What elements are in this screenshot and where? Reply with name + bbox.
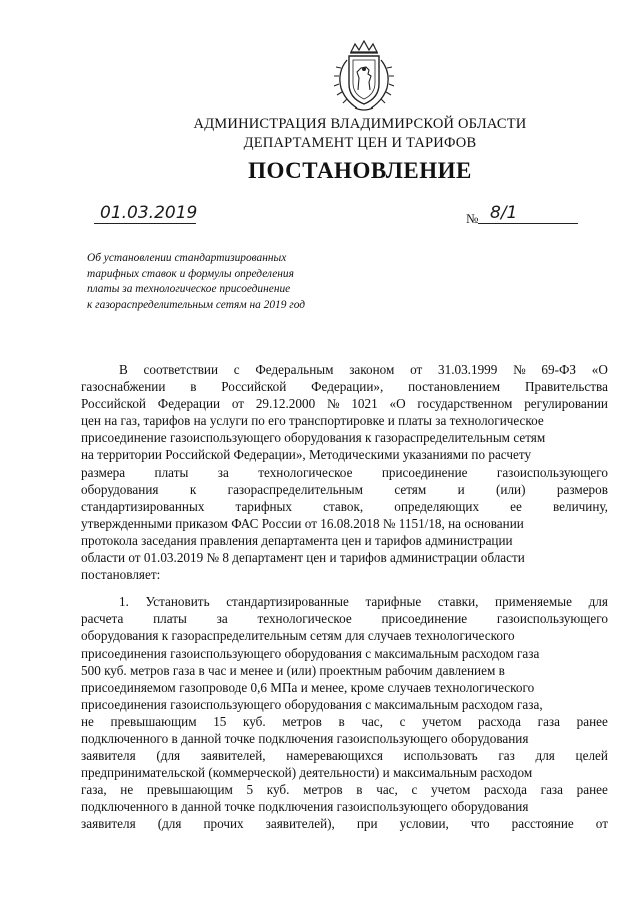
word: ее: [510, 498, 522, 514]
word: намеревающихся: [286, 748, 383, 764]
org-name-line2: ДЕПАРТАМЕНТ ЦЕН И ТАРИФОВ: [243, 135, 477, 151]
text-line: [81, 645, 608, 662]
word: в: [338, 713, 345, 729]
word: постановлением: [408, 379, 501, 395]
word: Российской: [221, 379, 287, 395]
word: расчета: [81, 611, 124, 627]
text-line: [81, 549, 608, 566]
word: за: [217, 464, 229, 480]
subject-line: к газораспределительным сетям на 2019 год: [87, 298, 306, 311]
word: газ: [498, 748, 515, 764]
word: в: [356, 782, 363, 798]
word: газа,: [81, 782, 107, 798]
text-line: [81, 696, 608, 713]
org-name-line1: АДМИНИСТРАЦИЯ ВЛАДИМИРСКОЙ ОБЛАСТИ: [193, 116, 527, 132]
word: учетом: [431, 782, 471, 798]
word: от: [410, 362, 423, 377]
word: заявителя: [81, 816, 136, 832]
word: ставок,: [323, 498, 364, 514]
text-line: [81, 498, 608, 515]
word: 5: [246, 782, 254, 798]
word: не: [120, 782, 134, 798]
word: с: [233, 362, 240, 377]
word: что: [470, 816, 490, 832]
text-line: [81, 395, 608, 412]
word: Установить: [145, 594, 210, 610]
word: газоиспользующего: [496, 611, 608, 627]
word: В: [119, 362, 128, 377]
word: (или): [496, 481, 526, 497]
paragraph-gap: [81, 583, 608, 593]
word: определяющих: [394, 498, 480, 514]
word: «О: [591, 362, 608, 377]
word: расхода: [478, 713, 522, 729]
word: при: [356, 816, 378, 832]
word: заявителей,: [200, 748, 266, 764]
word: ранее: [576, 713, 608, 729]
word: за: [216, 611, 228, 627]
word: не: [81, 713, 94, 729]
word: расхода: [484, 782, 528, 798]
word: 69-ФЗ: [541, 362, 577, 377]
word: газоснабжении: [81, 379, 166, 395]
word: цен на газ, тарифов на услуги по его транспортировке и платы за технологическое: [81, 413, 544, 429]
text-line: [81, 378, 608, 395]
word: платы: [153, 611, 187, 627]
text-line: [81, 747, 608, 764]
text-line: [81, 798, 608, 815]
subject-line: тарифных ставок и формулы определения: [87, 267, 294, 280]
word: (для: [157, 816, 182, 832]
number-underline: [478, 223, 578, 224]
word: для: [588, 594, 608, 610]
word: (для: [156, 748, 181, 764]
word: куб.: [266, 782, 290, 798]
subject-line: платы за технологическое присоединение: [87, 283, 291, 296]
word: газоиспользующего: [496, 464, 608, 480]
document-body: [81, 361, 608, 833]
word: Правительства: [524, 379, 608, 395]
word: газа: [540, 782, 563, 798]
document-date: 01.03.2019: [100, 203, 198, 223]
text-line: [81, 781, 608, 798]
number-sign: №: [466, 211, 479, 226]
word: для: [535, 748, 555, 764]
text-line: [81, 730, 608, 747]
word: в: [190, 379, 197, 395]
word: размеров: [556, 481, 608, 497]
word: сетям: [394, 481, 427, 497]
word: Федерации: [157, 396, 221, 412]
text-line: [81, 627, 608, 644]
subject-line: Об установлении стандартизированных: [87, 252, 287, 264]
text-line: [81, 429, 608, 446]
word: стандартизированные: [226, 594, 349, 610]
text-line: [81, 610, 608, 627]
text-line: [81, 481, 608, 498]
word: №: [326, 396, 340, 412]
word: Федерации»,: [311, 379, 384, 395]
word: 15: [213, 713, 227, 729]
text-line: [81, 815, 608, 832]
text-line: [81, 713, 608, 730]
word: использовать: [403, 748, 478, 764]
word: подключенного в данной точке подключения газоиспользующего оборудования: [81, 730, 529, 746]
word: области от 01.03.2019 № 8 департамент цен и тарифов администрации области: [81, 550, 525, 566]
word: от: [595, 816, 608, 832]
word: присоединяемом газопроводе 0,6 МПа и менее, кроме случаев технологического: [81, 679, 535, 695]
text-line: [81, 464, 608, 481]
word: Российской: [81, 396, 146, 412]
item-1-paragraph: [81, 593, 608, 832]
word: утвержденными приказом ФАС России от 16.08.2018 № 1151/18, на основании: [81, 515, 524, 531]
word: прочих: [203, 816, 244, 832]
word: присоединение газоиспользующего оборудования к газораспределительным сетям: [81, 430, 546, 446]
date-underline: [94, 223, 196, 224]
word: технологическое: [258, 464, 353, 480]
word: постановляет:: [81, 567, 161, 583]
text-line: [81, 532, 608, 549]
word: куб.: [243, 713, 266, 729]
preamble-paragraph: [81, 361, 608, 583]
word: от: [231, 396, 245, 412]
word: превышающим: [110, 713, 197, 729]
word: присоединение: [381, 611, 468, 627]
word: соответствии: [143, 362, 219, 377]
word: тарифных: [235, 498, 293, 514]
word: присоединения газоиспользующего оборудования с максимальным расходом газа,: [81, 696, 543, 712]
text-line: [81, 412, 608, 429]
word: 1.: [119, 594, 129, 610]
word: 29.12.2000: [255, 396, 316, 412]
word: «О: [389, 396, 406, 412]
word: к: [189, 481, 197, 497]
document-number: 8/1: [490, 203, 518, 223]
word: час,: [376, 782, 398, 798]
word: платы: [154, 464, 189, 480]
word: на территории Российской Федерации», Методическими указаниями по расчету: [81, 447, 532, 463]
word: с: [411, 782, 418, 798]
word: и: [457, 481, 465, 497]
document-subject: [87, 251, 407, 313]
word: Федеральным: [255, 362, 334, 377]
document-title: ПОСТАНОВЛЕНИЕ: [248, 158, 472, 183]
word: тарифные: [365, 594, 422, 610]
word: применяемые: [495, 594, 572, 610]
word: оборудования: [81, 481, 159, 497]
word: заявителей),: [265, 816, 335, 832]
word: с: [399, 713, 406, 729]
text-line: [81, 515, 608, 532]
word: превышающим: [146, 782, 233, 798]
word: условии,: [399, 816, 449, 832]
word: государственном: [417, 396, 513, 412]
word: протокола заседания правления департамента цен и тарифов администрации: [81, 532, 513, 548]
word: 1021: [351, 396, 378, 412]
word: метров: [303, 782, 343, 798]
word: №: [513, 362, 526, 377]
word: присоединение: [381, 464, 468, 480]
word: газа: [537, 713, 560, 729]
coat-of-arms-icon: [333, 38, 395, 114]
word: подключенного в данной точке подключения газоиспользующего оборудования: [81, 799, 529, 815]
word: учетом: [422, 713, 462, 729]
word: 31.03.1999: [438, 362, 498, 377]
word: стандартизированных: [81, 498, 205, 514]
word: величину,: [552, 498, 608, 514]
word: законом: [349, 362, 395, 377]
word: регулировании: [524, 396, 608, 412]
word: ранее: [576, 782, 608, 798]
word: метров: [282, 713, 322, 729]
word: газораспределительным: [227, 481, 363, 497]
word: технологическое: [257, 611, 352, 627]
text-line: [81, 764, 608, 781]
word: расстояние: [511, 816, 574, 832]
text-line: [81, 593, 608, 610]
word: ставки,: [437, 594, 479, 610]
word: 500 куб. метров газа в час и менее и (или) проектным рабочим давлением в: [81, 662, 505, 678]
text-line: [81, 662, 608, 679]
text-line: [81, 361, 608, 378]
text-line: [81, 679, 608, 696]
word: оборудования к газораспределительным сетям для случаев технологического: [81, 628, 515, 644]
text-line: [81, 446, 608, 463]
word: размера: [81, 464, 126, 480]
word: предпринимательской (коммерческой) деятельности) и максимальным расходом: [81, 765, 533, 781]
word: час,: [361, 713, 383, 729]
word: заявителя: [81, 748, 136, 764]
word: присоединения газоиспользующего оборудования с максимальным расходом газа: [81, 645, 540, 661]
text-line: [81, 566, 608, 583]
word: целей: [575, 748, 608, 764]
